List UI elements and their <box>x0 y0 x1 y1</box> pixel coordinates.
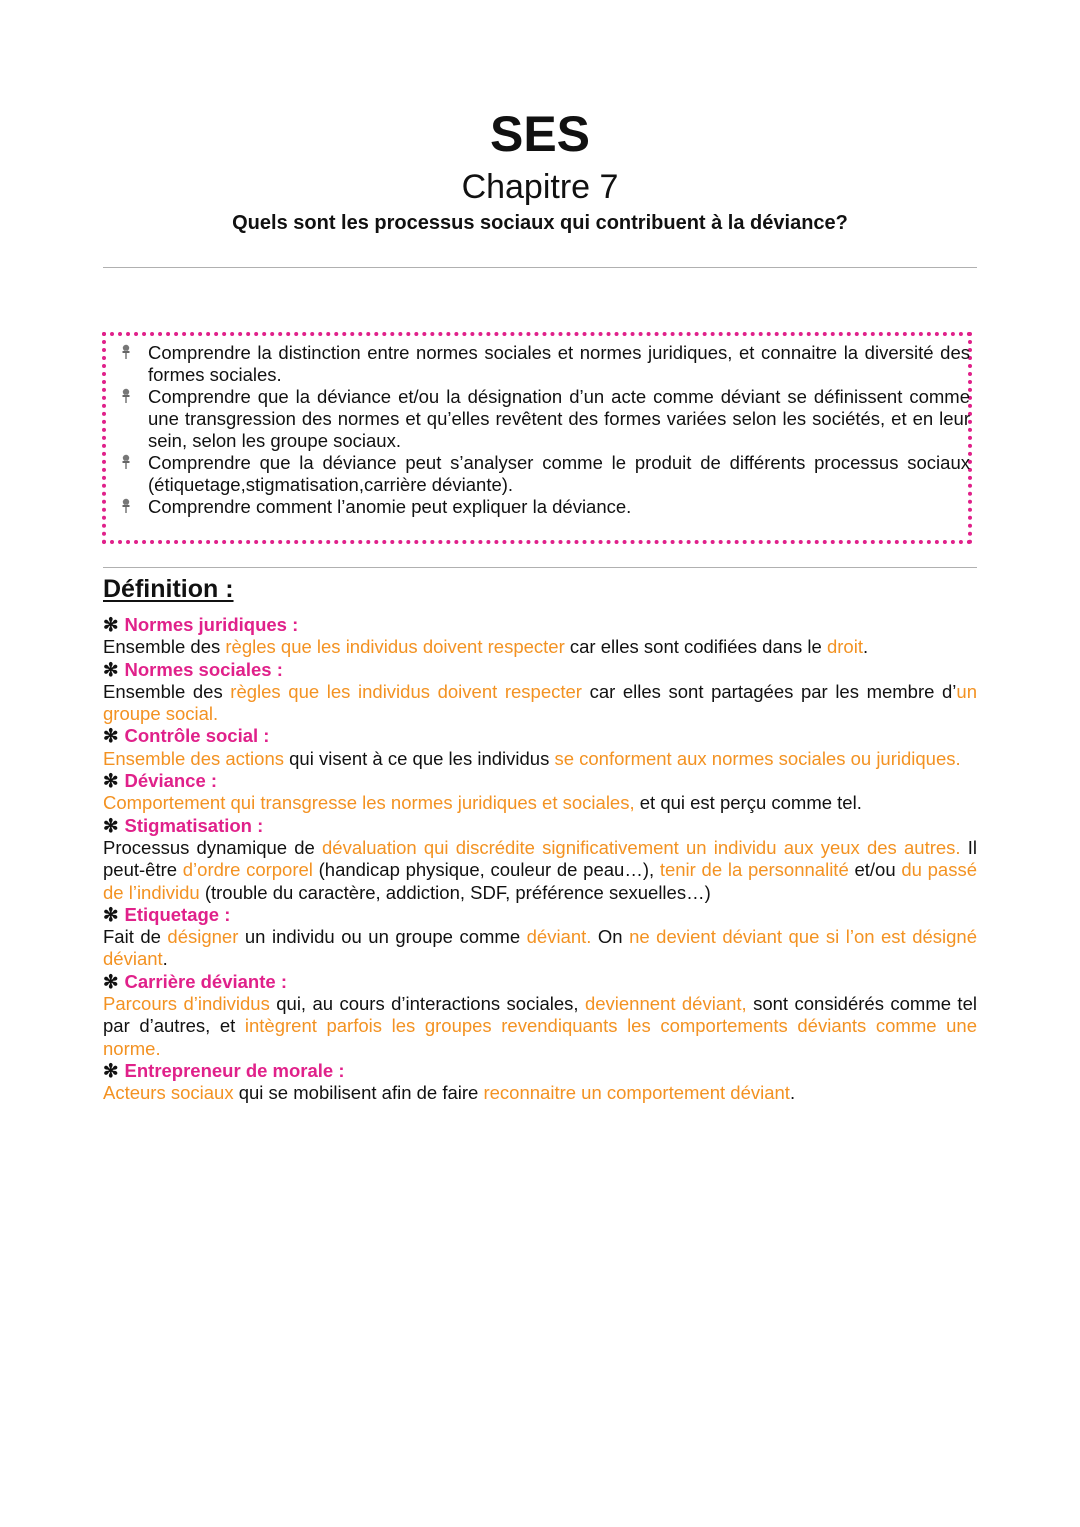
objective-item <box>148 386 970 452</box>
plain-text: qui se mobilisent afin de faire <box>233 1082 484 1104</box>
pin-bullet-icon <box>120 388 132 404</box>
pin-bullet-icon <box>120 498 132 514</box>
objective-text: Comprendre que la déviance peut s’analyser comme le produit de différents processus sociaux (étiquetage,stigmatisation,carrière déviante). <box>148 452 970 495</box>
section-divider <box>103 567 977 568</box>
pin-bullet-icon <box>120 344 132 360</box>
plain-text: On <box>591 926 630 948</box>
plain-text: qui visent à ce que les individus <box>284 747 555 769</box>
definition-item <box>103 1060 977 1105</box>
definition-term-label: Contrôle social : <box>124 725 270 747</box>
definition-item <box>103 815 977 904</box>
definition-term <box>103 904 977 926</box>
objectives-list <box>148 342 970 518</box>
highlighted-text: désigner <box>167 926 239 948</box>
definition-term <box>103 971 977 993</box>
objective-text: Comprendre comment l’anomie peut expliquer la déviance. <box>148 496 632 517</box>
definition-term <box>103 815 977 837</box>
definition-term-label: Etiquetage : <box>124 903 231 925</box>
highlighted-text: du passé de l’individu <box>103 859 977 903</box>
definition-item <box>103 659 977 726</box>
objective-item <box>148 496 970 518</box>
highlighted-text: règles que les individus doivent respecter <box>225 636 565 658</box>
definition-term-label: Carrière déviante : <box>124 970 287 992</box>
asterisk-icon: ✻ <box>103 814 119 836</box>
definition-item <box>103 904 977 971</box>
highlighted-text: Parcours d’individus <box>103 993 270 1015</box>
definition-term <box>103 770 977 792</box>
plain-text: Fait de <box>103 926 168 948</box>
objective-item <box>148 342 970 386</box>
subject-title: SES <box>489 106 591 162</box>
plain-text: . <box>862 636 869 658</box>
plain-text: Processus dynamique de <box>103 836 323 858</box>
definition-item <box>103 770 977 815</box>
plain-text: Ensemble des <box>103 636 226 658</box>
asterisk-icon: ✻ <box>103 770 119 792</box>
plain-text: sont considérés comme tel par d’autres, et <box>103 993 977 1037</box>
highlighted-text: tenir de la personnalité <box>659 859 849 881</box>
plain-text: et/ou <box>848 859 902 881</box>
plain-text: car elles sont codifiées dans le <box>564 636 827 658</box>
asterisk-icon: ✻ <box>103 903 119 925</box>
definition-text <box>103 837 977 904</box>
definition-item <box>103 725 977 770</box>
objectives-box <box>102 332 972 544</box>
highlighted-text: Comportement qui transgresse les normes juridiques et sociales, <box>103 792 635 814</box>
plain-text: (handicap physique, couleur de peau…), <box>312 859 660 881</box>
highlighted-text: intègrent parfois les groupes revendiquants les comportements déviants comme une norme. <box>103 1015 977 1059</box>
asterisk-icon: ✻ <box>103 614 119 635</box>
plain-text: Ensemble des <box>103 680 231 702</box>
asterisk-icon: ✻ <box>103 725 119 747</box>
definition-term-label: Normes sociales : <box>124 658 283 680</box>
plain-text: (trouble du caractère, addiction, SDF, préférence sexuelles…) <box>199 881 711 903</box>
definition-text <box>103 748 977 770</box>
highlighted-text: déviant. <box>526 926 592 948</box>
highlighted-text: Acteurs sociaux <box>103 1082 234 1104</box>
plain-text: . <box>789 1082 796 1104</box>
top-divider <box>103 267 977 268</box>
highlighted-text: Ensemble des actions <box>103 747 284 769</box>
asterisk-icon: ✻ <box>103 1059 119 1081</box>
objective-text: Comprendre que la déviance et/ou la désignation d’un acte comme déviant se définissent comme une transgression des normes et qu’elles revêtent des formes variées selon les sociétés, et en leur sein, selon les groupe sociaux. <box>148 386 970 451</box>
definition-text <box>103 636 977 658</box>
definition-term <box>103 659 977 681</box>
definitions-heading: Définition : <box>103 575 234 603</box>
definition-text <box>103 792 977 814</box>
highlighted-text: droit <box>826 636 863 658</box>
chapter-question: Quels sont les processus sociaux qui contribuent à la déviance? <box>232 212 848 234</box>
definition-term-label: Déviance : <box>124 770 218 792</box>
definition-term-label: Normes juridiques : <box>124 614 299 635</box>
plain-text: Il peut-être <box>103 836 977 881</box>
chapter-title: Chapitre 7 <box>461 168 619 206</box>
plain-text: qui, au cours d’interactions sociales, <box>269 993 585 1015</box>
highlighted-text: reconnaitre un comportement déviant <box>483 1082 790 1104</box>
definition-text <box>103 1082 977 1104</box>
definition-item <box>103 971 977 1060</box>
highlighted-text: un groupe social. <box>103 680 977 725</box>
definition-text <box>103 926 977 971</box>
plain-text: car elles sont partagées par les membre d’ <box>581 680 957 702</box>
asterisk-icon: ✻ <box>103 970 119 992</box>
plain-text: un individu ou un groupe comme <box>238 926 527 948</box>
asterisk-icon: ✻ <box>103 658 119 680</box>
highlighted-text: deviennent déviant, <box>584 993 747 1015</box>
definition-text <box>103 681 977 726</box>
definition-item <box>103 614 977 659</box>
definition-term <box>103 1060 977 1082</box>
highlighted-text: ne devient déviant que si l’on est désigné déviant <box>103 926 978 970</box>
highlighted-text: dévaluation qui discrédite significativement un individu aux yeux des autres. <box>322 836 961 858</box>
definition-text <box>103 993 977 1060</box>
plain-text: et qui est perçu comme tel. <box>634 792 862 814</box>
objective-item <box>148 452 970 496</box>
definition-term-label: Entrepreneur de morale : <box>124 1059 345 1081</box>
plain-text: . <box>162 948 168 970</box>
highlighted-text: se conforment aux normes sociales ou juridiques. <box>554 747 961 769</box>
definition-term <box>103 725 977 747</box>
highlighted-text: d’ordre corporel <box>182 859 313 881</box>
definition-term-label: Stigmatisation : <box>124 814 264 836</box>
definition-term <box>103 614 977 636</box>
objective-text: Comprendre la distinction entre normes sociales et normes juridiques, et connaitre la diversité des formes sociales. <box>148 342 970 385</box>
highlighted-text: règles que les individus doivent respecter <box>230 680 582 702</box>
definitions-list <box>103 614 977 1105</box>
pin-bullet-icon <box>120 454 132 470</box>
